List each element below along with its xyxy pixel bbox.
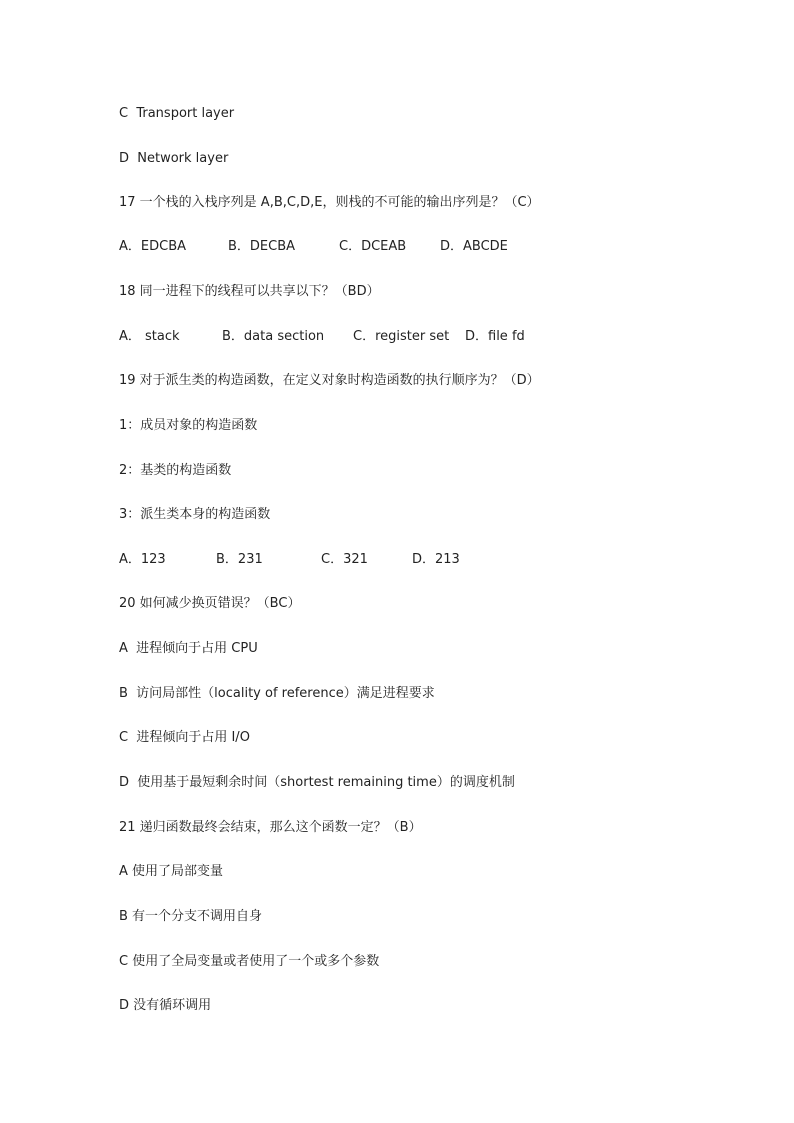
q18-option-c: C．register set — [353, 329, 450, 344]
question-19: 19 对于派生类的构造函数，在定义对象时构造函数的执行顺序为？（D） — [119, 373, 540, 388]
question-20: 20 如何减少换页错误？（BC） — [119, 596, 301, 611]
q18-option-a: A． stack — [119, 329, 180, 344]
question-18: 18 同一进程下的线程可以共享以下？（BD） — [119, 284, 380, 299]
question-20-option-c: C 进程倾向于占用 I/O — [119, 730, 250, 745]
question-19-options — [119, 552, 460, 568]
q18-option-d: D．file fd — [465, 329, 525, 344]
q17-option-d: D．ABCDE — [440, 239, 508, 254]
option-d-network-layer: D Network layer — [119, 151, 229, 166]
question-19-item-2: 2：基类的构造函数 — [119, 463, 232, 478]
question-17: 17 一个栈的入栈序列是 A,B,C,D,E，则栈的不可能的输出序列是？（C） — [119, 195, 540, 210]
question-20-option-b: B 访问局部性（locality of reference）满足进程要求 — [119, 686, 435, 701]
q19-option-b: B．231 — [216, 552, 263, 567]
question-21-option-a: A 使用了局部变量 — [119, 864, 224, 879]
q17-option-a: A．EDCBA — [119, 239, 187, 254]
q19-option-a: A．123 — [119, 552, 166, 567]
question-21: 21 递归函数最终会结束，那么这个函数一定？（B） — [119, 820, 422, 835]
question-21-option-c: C 使用了全局变量或者使用了一个或多个参数 — [119, 954, 380, 969]
question-18-options — [119, 329, 525, 345]
option-c-transport-layer: C Transport layer — [119, 106, 235, 121]
question-17-options — [119, 239, 508, 255]
question-20-option-d: D 使用基于最短剩余时间（shortest remaining time）的调度机制 — [119, 775, 515, 790]
q17-option-c: C．DCEAB — [339, 239, 407, 254]
q19-option-c: C．321 — [321, 552, 368, 567]
question-21-option-b: B 有一个分支不调用自身 — [119, 909, 263, 924]
question-19-item-3: 3：派生类本身的构造函数 — [119, 507, 271, 522]
q17-option-b: B．DECBA — [228, 239, 296, 254]
q18-option-b: B．data section — [222, 329, 325, 344]
question-19-item-1: 1：成员对象的构造函数 — [119, 418, 258, 433]
question-21-option-d: D 没有循环调用 — [119, 998, 212, 1013]
q19-option-d: D．213 — [412, 552, 460, 567]
question-20-option-a: A 进程倾向于占用 CPU — [119, 641, 258, 656]
